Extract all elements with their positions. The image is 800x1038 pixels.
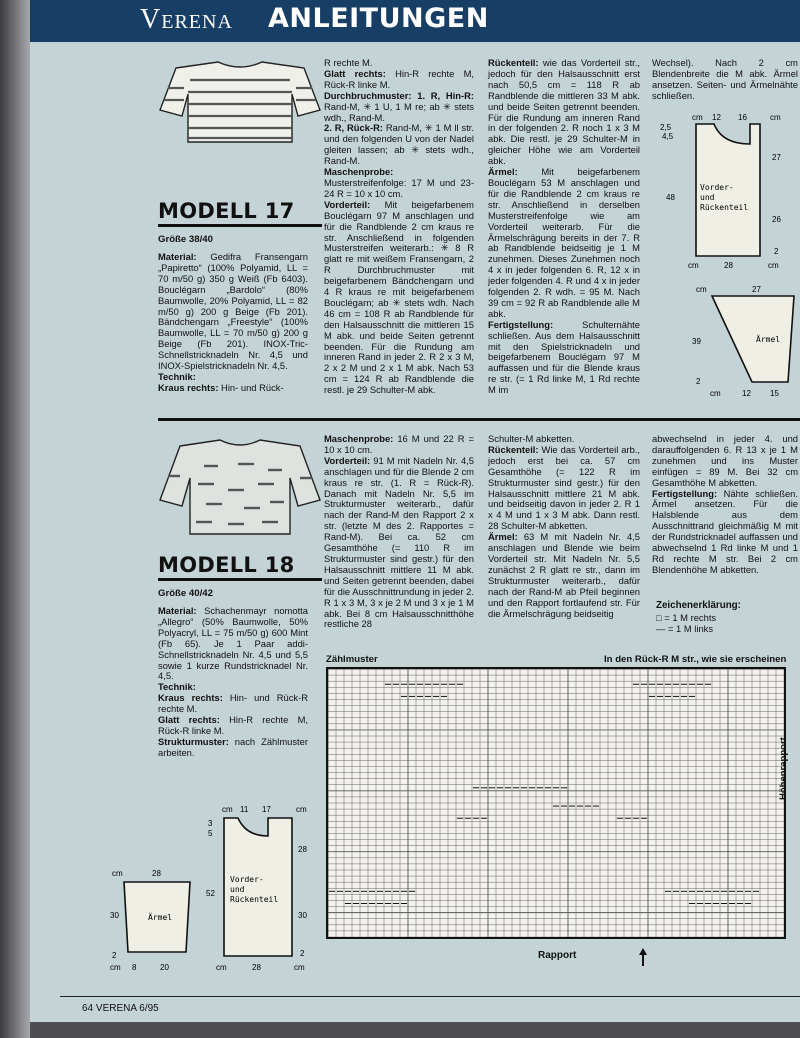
paragraph-text: Hin-R rechte M, Rück-R linke M. <box>324 67 474 90</box>
legend-item-rechts: □ = 1 M rechts <box>656 612 717 623</box>
brand-logo: Verena <box>140 4 233 35</box>
modell-17-size: Größe 38/40 <box>158 234 213 245</box>
svg-text:cm: cm <box>216 963 227 972</box>
legend-item-links: — = 1 M links <box>656 623 714 634</box>
paragraph <box>488 167 640 320</box>
svg-text:cm: cm <box>692 113 703 122</box>
modell-18-column-1 <box>158 606 308 759</box>
paragraph-text: Nähte schließen. Ärmel ansetzen. Für die Halsblende aus dem Ausschnittrand gleichmäßig M mit der Rundstricknadel auffassen und abwechselnd 1 Rd linke M und 1 Rd rechte M str. Bei 2 cm Blendenhöhe M abketten. <box>652 487 798 575</box>
paragraph-text: Schachenmayr nomotta „Allegro“ (50% Baumwolle, 50% Polyacryl, LL = 75 m/50 g) 600 Mint (Fb 65). Je 1 Paar addi-Schnellstricknadeln Nr. 4,5 und 5,5 sowie 1 kurze Rundstricknadel Nr. 4,5. <box>158 605 308 682</box>
svg-text:15: 15 <box>770 389 779 398</box>
paragraph <box>324 200 474 396</box>
paragraph-heading: Ärmel: <box>488 531 518 543</box>
svg-text:cm: cm <box>110 963 121 972</box>
svg-text:2: 2 <box>774 247 779 256</box>
modell-18-column-4 <box>652 434 798 576</box>
paragraph-text: 91 M mit Nadeln Nr. 4,5 anschlagen und für die Blende 2 cm kraus re str. (1. R = Rück-R). Danach mit Nadeln Nr. 5,5 im Strukturmuster weiterarb., dafür nach der Rand-M den Rapport 2 x str. (letzte M des 2. Rapportes = Rand-M). Bei ca. 52 cm Gesamthöhe (= 110 R im Strukturmuster sind gestr.) für den Halsausschnitt mittlere 11 M abk. und Seiten getrennt beenden, dabei für die Ausschnittrundung in jeder 2. R 1 x 3 M, 3 x je 2 M und 3 x je 1 M abk. Bei 8 cm Halsausschnitthöhe restliche 28 <box>324 454 474 630</box>
modell-17-column-2 <box>324 58 474 396</box>
svg-text:8: 8 <box>132 963 137 972</box>
section-title: ANLEITUNGEN <box>268 3 489 34</box>
svg-text:cm: cm <box>688 261 699 270</box>
paragraph-text: Mit beigefarbenem Bouclégarn 53 M anschlagen und für die Randblende 2 cm kraus re str. Anschließend in derselben Musterstreifenfolge wie am Vorderteil weiterarb. Für die Ärmelschrägung bereits in der 7. R ab Randblende beidseitig je 1 M zunehmen. Dieses Zunehmen noch 4 x in jeder folgenden 6. R, 12 x in jeder folgenden 4. R und 4 x in jeder folgenden 2. R wdh. = 95 M. Nach 39 cm = 92 R ab Randblende alle M abk. <box>488 166 640 319</box>
paragraph-heading: Technik: <box>158 681 196 693</box>
modell-18-column-3 <box>488 434 640 619</box>
modell-17-column-1 <box>158 252 308 394</box>
paragraph-text: Gedifra Fransengarn „Papiretto“ (100% Polyamid, LL = 70 m/50 g) 350 g Weiß (Fb 6403). Bouclégarn „Bardolo“ (80% Baumwolle, 20% Polyamid, LL = 82 m/50 g) 200 g Beige (Fb 201). Bändchengarn „Freestyle“ (100% Baumwolle, LL = 70 m/50 g) 200 g Beige (Fb 201). INOX-Tric-Schnellstricknadeln Nr. 4,5 und INOX-Spielstricknadeln Nr. 4,5. <box>158 251 308 372</box>
modell-18-sleeve-shape <box>90 864 200 974</box>
svg-text:16: 16 <box>738 113 747 122</box>
svg-text:48: 48 <box>666 193 675 202</box>
svg-text:cm: cm <box>710 389 721 398</box>
modell-18-size: Größe 40/42 <box>158 588 213 599</box>
paragraph <box>158 715 308 737</box>
paragraph-text: Hin- und Rück- <box>218 381 284 393</box>
paragraph-heading: Fertigstellung: <box>652 487 718 499</box>
svg-text:5: 5 <box>208 829 213 838</box>
paragraph-heading: 2. R, Rück-R: <box>324 122 383 134</box>
svg-text:und: und <box>230 885 245 894</box>
paragraph-heading: Vorderteil: <box>324 198 371 210</box>
svg-text:28: 28 <box>298 845 307 854</box>
paragraph-heading: Kraus rechts: <box>158 381 219 393</box>
paragraph <box>324 69 474 91</box>
modell-17-sleeve-schematic <box>652 282 798 400</box>
sweater-17-illustration <box>158 58 322 144</box>
svg-text:12: 12 <box>712 113 721 122</box>
paragraph-text: Rand-M, ✳ 1 M ll str. und den folgenden U von der Nadel gleiten lassen; ab ✳ stets wdh., Rand-M. <box>324 122 475 167</box>
paragraph-heading: Material: <box>158 605 197 616</box>
svg-text:30: 30 <box>110 911 119 920</box>
paragraph-text: nach Zählmuster arbeiten. <box>158 735 308 758</box>
paragraph-heading: Maschenprobe: <box>324 433 394 444</box>
svg-text:cm: cm <box>112 869 123 878</box>
svg-text:4,5: 4,5 <box>662 132 674 141</box>
page-binding <box>0 0 30 1038</box>
header-bar <box>30 0 800 42</box>
svg-text:2: 2 <box>696 377 701 386</box>
svg-text:Rückenteil: Rückenteil <box>230 895 279 904</box>
paragraph <box>488 320 640 396</box>
paragraph <box>158 606 308 682</box>
paragraph <box>324 167 474 200</box>
modell-18-body-schematic <box>198 800 322 976</box>
svg-text:cm: cm <box>768 261 779 270</box>
svg-text:und: und <box>700 193 715 202</box>
paragraph-text: Wechsel). Nach 2 cm Blendenbreite die M abk. Ärmel ansetzen. Seiten- und Ärmelnähte schließen. <box>652 57 798 101</box>
modell-18-title: MODELL 18 <box>158 553 295 577</box>
modell-17-column-4 <box>652 58 798 102</box>
svg-text:12: 12 <box>742 389 751 398</box>
paragraph-heading: Strukturmuster: <box>158 735 229 747</box>
paragraph-text: Rand-M, ✳ 1 U, 1 M re; ab ✳ stets wdh., Rand-M. <box>324 100 474 123</box>
title-underline <box>158 224 322 227</box>
magazine-page <box>30 0 800 1022</box>
svg-text:Ärmel: Ärmel <box>148 913 173 922</box>
paragraph <box>488 532 640 619</box>
paragraph-text: wie das Vorderteil str., jedoch für den Halsausschnitt erst nach 50,5 cm = 118 R ab Randblende die mittleren 33 M abk. und beide Seiten getrennt beenden. Für die Rundung am inneren Rand in der folgenden 2. R noch 1 x 3 M abk. Die restl. je 29 Schulter-M in gleicher Höhe wie am Vorderteil abk. <box>488 57 640 167</box>
paragraph-text: 63 M mit Nadeln Nr. 4,5 anschlagen und Blende wie beim Vorderteil str. Mit Nadeln Nr. 5,5 zunächst 2 R glatt re str., dann im Strukturmuster weiterarb., dafür nach der Rand-M ab Pfeil beginnen und den Rapport fortlaufend str. Für die Ärmelschrägung beidseitig <box>488 531 640 619</box>
paragraph-text: Schulter-M abketten. <box>488 433 575 444</box>
paragraph <box>488 58 640 167</box>
paragraph-heading: Ärmel: <box>488 166 518 178</box>
paragraph <box>324 91 474 124</box>
paragraph <box>488 445 640 532</box>
modell-17-title: MODELL 17 <box>158 199 295 223</box>
paragraph-heading: Vorderteil: <box>324 454 371 466</box>
svg-text:Rückenteil: Rückenteil <box>700 203 749 212</box>
paragraph-text: Wie das Vorderteil arb., jedoch erst bei ca. 57 cm Gesamthöhe (= 122 R im Strukturmuster sind gestr.) für den Halsausschnitt mittlere 21 M abk. und beidseitig davon in jeder 2. R 1 x 4 M und 1 x 3 M abk. Dann restl. 28 Schulter-M abketten. <box>488 443 640 532</box>
rapport-label: Rapport <box>538 950 577 961</box>
footer-rule <box>60 996 800 997</box>
svg-text:cm: cm <box>294 963 305 972</box>
paragraph-text: Musterstreifenfolge: 17 M und 23-24 R = 10 x 10 cm. <box>324 176 474 199</box>
sweater-18-illustration <box>158 436 322 538</box>
start-arrow-icon <box>638 948 648 966</box>
page-footer: 64 VERENA 6/95 <box>82 1003 159 1014</box>
svg-text:cm: cm <box>770 113 781 122</box>
paragraph-heading: Maschenprobe: <box>324 166 394 178</box>
svg-text:28: 28 <box>724 261 733 270</box>
modell-17-body-schematic <box>652 108 798 278</box>
svg-text:26: 26 <box>772 215 781 224</box>
svg-text:cm: cm <box>696 285 707 294</box>
svg-text:30: 30 <box>298 911 307 920</box>
svg-text:27: 27 <box>772 153 781 162</box>
paragraph-text: 16 M und 22 R = 10 x 10 cm. <box>324 433 474 455</box>
svg-text:3: 3 <box>208 819 213 828</box>
modell-18-column-2 <box>324 434 474 630</box>
knitting-chart <box>326 667 786 939</box>
paragraph-heading: Technik: <box>158 370 196 382</box>
section-divider <box>158 418 800 421</box>
svg-text:2: 2 <box>112 951 117 960</box>
svg-text:20: 20 <box>160 963 169 972</box>
svg-text:11: 11 <box>240 805 249 814</box>
paragraph-text: abwechselnd in jeder 4. und darauffolgenden 6. R 13 x je 1 M zunehmen und ins Muster einfügen = 89 M. Bei 32 cm Gesamthöhe M abketten. <box>652 433 798 488</box>
paragraph-text: Hin- und Rück-R rechte M. <box>158 692 308 715</box>
paragraph <box>158 383 308 394</box>
paragraph-heading: Fertigstellung: <box>488 318 554 330</box>
svg-text:28: 28 <box>252 963 261 972</box>
schema-label: Vorder- <box>700 183 734 192</box>
paragraph <box>324 123 474 167</box>
paragraph <box>324 456 474 631</box>
svg-text:17: 17 <box>262 805 271 814</box>
svg-text:28: 28 <box>152 869 161 878</box>
paragraph-heading: Material: <box>158 251 197 262</box>
svg-text:39: 39 <box>692 337 701 346</box>
legend-title: Zeichenerklärung: <box>656 600 741 611</box>
svg-text:2,5: 2,5 <box>660 123 672 132</box>
paragraph <box>158 693 308 715</box>
title-underline <box>158 578 322 581</box>
paragraph-heading: Glatt rechts: <box>324 67 386 79</box>
chart-title: Zählmuster <box>326 654 378 665</box>
page-bottom-edge <box>30 1022 800 1038</box>
paragraph <box>324 434 474 456</box>
paragraph-text: Hin-R rechte M, Rück-R linke M. <box>158 714 308 736</box>
svg-text:cm: cm <box>222 805 233 814</box>
chart-note: In den Rück-R M str., wie sie erscheinen <box>604 654 787 665</box>
paragraph <box>158 737 308 759</box>
svg-text:Ärmel: Ärmel <box>756 335 781 344</box>
paragraph-heading: Rückenteil: <box>488 57 539 68</box>
paragraph-text: R rechte M. <box>324 57 373 68</box>
svg-text:cm: cm <box>296 805 307 814</box>
paragraph-heading: Durchbruchmuster: 1. R, Hin-R: <box>324 89 474 101</box>
paragraph-text: Mit beigefarbenem Bouclégarn 97 M anschlagen und für die Randblende 2 cm kraus re str. Anschließend in folgenden Musterstreifen weiterarb.: ✳ 8 R glatt re mit weißem Fransengarn, 2 R Durchbruchmuster mit beigefarbenem Bändchengarn und 4 R kraus re mit beigefarbenem Bouclégarn; ab ✳ stets wdh. Nach 46 cm = 108 R ab Randblende für den Halsausschnitt die mittleren 15 M abk. und beide Seiten getrennt beenden. Für die Rundung am inneren Rand in jeder 2. R 2 x 3 M, 2 x 2 M und 2 x 1 M abk. Nach 53 cm = 124 R ab Randblende die restl. je 29 Schulter-M abk. <box>324 198 474 396</box>
hoehenrapport-label: Höhenrapport <box>778 737 789 800</box>
paragraph <box>652 58 798 102</box>
svg-text:52: 52 <box>206 889 215 898</box>
paragraph-text: Schulternähte schließen. Aus dem Halsausschnitt mit den Spielstricknadeln und beigefarbenem Bouclégarn 97 M auffassen und für die Blende kraus re str. (= 1 Rd linke M, 1 Rd rechte M im <box>488 318 640 396</box>
svg-text:27: 27 <box>752 285 761 294</box>
paragraph <box>158 252 308 372</box>
svg-text:Vorder-: Vorder- <box>230 875 264 884</box>
knitting-grid <box>328 669 784 937</box>
modell-17-column-3 <box>488 58 640 396</box>
svg-text:2: 2 <box>300 949 305 958</box>
paragraph-heading: Rückenteil: <box>488 443 539 455</box>
paragraph <box>652 489 798 576</box>
paragraph-heading: Kraus rechts: <box>158 692 223 704</box>
paragraph-heading: Glatt rechts: <box>158 714 220 726</box>
paragraph <box>652 434 798 489</box>
